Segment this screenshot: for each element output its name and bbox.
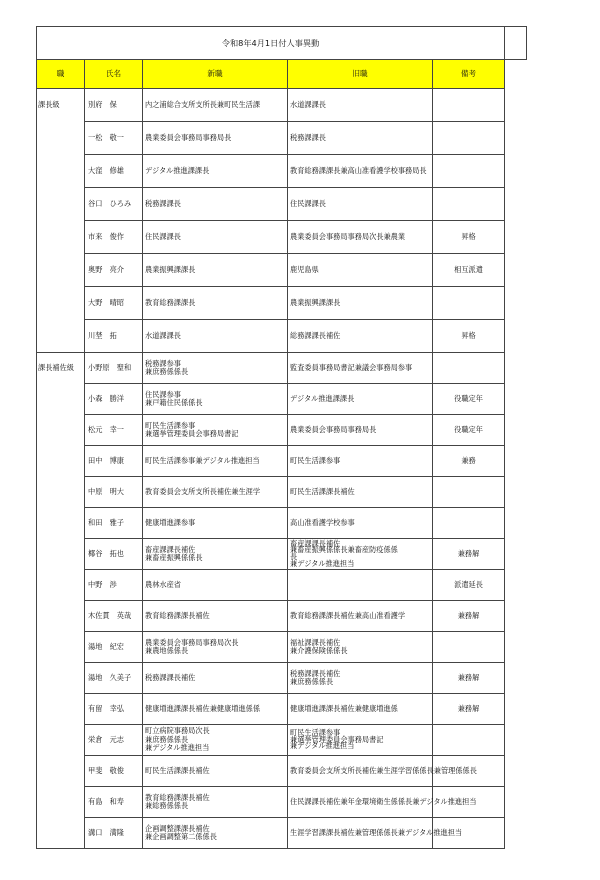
- new-post-line: 兼畜産振興係係長: [145, 553, 203, 562]
- note-cell: [433, 122, 505, 155]
- old-post-line: 高山准看護学校参事: [290, 517, 355, 527]
- old-post-line: 兼介護保険係係長: [290, 646, 348, 655]
- name-cell: 小野原 聖和: [85, 353, 143, 384]
- grade-cell: [37, 632, 85, 663]
- note-cell: 役職定年: [433, 384, 505, 415]
- table-row: [37, 570, 527, 601]
- new-post-line: 農業振興課課長: [145, 264, 196, 274]
- name-cell: 中原 明大: [85, 477, 143, 508]
- new-post-cell: [143, 477, 288, 508]
- spacer-cell: [505, 384, 527, 415]
- old-post-line: 農業振興課課長: [290, 297, 341, 307]
- new-post-line: 教育総務課課長: [145, 297, 196, 307]
- new-post-line: 税務課課長: [145, 198, 181, 208]
- grade-cell: [37, 477, 85, 508]
- new-post-line: 税務課課長補佐: [145, 672, 196, 682]
- name-cell: 中野 渉: [85, 570, 143, 601]
- table-row: [37, 477, 527, 508]
- old-post-cell: [288, 188, 433, 221]
- spacer-cell: [505, 663, 527, 694]
- spacer-cell: [505, 694, 527, 725]
- spacer-cell: [505, 818, 527, 849]
- grade-cell: [37, 221, 85, 254]
- old-post-line: 水道課課長: [290, 99, 326, 109]
- grade-cell: [37, 320, 85, 353]
- new-post-cell: [143, 155, 288, 188]
- new-post-line: 住民課課長: [145, 231, 181, 241]
- table-row: [37, 221, 527, 254]
- personnel-sheet: [36, 26, 526, 849]
- grade-cell: 課長級: [37, 89, 85, 122]
- table-row: [37, 818, 527, 849]
- name-cell: 木佐貫 英哉: [85, 601, 143, 632]
- table-row: [37, 694, 527, 725]
- name-cell: 松元 幸一: [85, 415, 143, 446]
- old-post-line: 町民生活課参事: [290, 455, 341, 465]
- new-post-line: 町民生活課課長補佐: [145, 765, 210, 775]
- title-row: [37, 27, 527, 60]
- note-cell: 相互派遣: [433, 254, 505, 287]
- new-post-line: 住民課参事: [145, 389, 181, 399]
- note-cell: 兼務: [433, 446, 505, 477]
- grade-cell: [37, 663, 85, 694]
- new-post-cell: [143, 446, 288, 477]
- old-post-cell: [288, 384, 433, 415]
- grade-cell: [37, 254, 85, 287]
- new-post-line: 企画調整課課長補佐: [145, 823, 210, 833]
- note-cell: [433, 725, 505, 756]
- name-cell: 椰谷 拓也: [85, 539, 143, 570]
- old-post-line: 教育委員会支所支所長補佐兼生涯学習係係長兼管理係係長: [290, 765, 477, 775]
- note-cell: 昇格: [433, 221, 505, 254]
- name-cell: 溝口 満隆: [85, 818, 143, 849]
- old-post-line: 町民生活課課長補佐: [290, 486, 355, 496]
- table-row: [37, 756, 527, 787]
- new-post-cell: [143, 632, 288, 663]
- grade-cell: [37, 155, 85, 188]
- old-post-cell: [288, 818, 463, 849]
- new-post-line: 健康増進課参事: [145, 517, 196, 527]
- new-post-line: 兼庶務係係長: [145, 734, 189, 744]
- old-post-cell: [288, 632, 433, 663]
- old-post-cell: [288, 694, 433, 725]
- old-post-line: 監査委員事務局書記兼議会事務局参事: [290, 362, 413, 372]
- old-post-line: 教育総務課課長補佐兼高山准看護学: [290, 610, 406, 620]
- note-cell: 派遣延長: [433, 570, 505, 601]
- old-post-line: 総務課課長補佐: [290, 330, 341, 340]
- note-cell: 兼務解: [433, 694, 505, 725]
- spacer-cell: [505, 632, 527, 663]
- old-post-line: 農業委員会事務局事務局次長兼農業: [290, 231, 406, 241]
- new-post-line: 税務課参事: [145, 358, 181, 368]
- table-row: [37, 384, 527, 415]
- new-post-line: 農業委員会事務局事務局長: [145, 132, 232, 142]
- note-cell: 兼務解: [433, 601, 505, 632]
- name-cell: 有島 和寿: [85, 787, 143, 818]
- table-row: [37, 122, 527, 155]
- old-post-line: 鹿児島県: [290, 264, 319, 274]
- note-cell: [433, 508, 505, 539]
- table-row: [37, 188, 527, 221]
- old-post-cell: [288, 446, 433, 477]
- old-post-line: 兼畜産振興係係長兼畜産防疫係係: [290, 545, 398, 555]
- new-post-cell: [143, 601, 288, 632]
- spacer-cell: [505, 570, 527, 601]
- new-post-line: 兼デジタル推進担当: [145, 743, 210, 753]
- table-row: [37, 155, 527, 188]
- spacer-cell: [505, 415, 527, 446]
- old-post-line: 生涯学習課課長補佐兼管理係係長兼デジタル推進担当: [290, 827, 463, 837]
- new-post-cell: [143, 725, 288, 756]
- old-post-cell: [288, 477, 433, 508]
- new-post-cell: [143, 508, 288, 539]
- new-post-line: 兼選挙管理委員会事務局書記: [145, 429, 239, 438]
- spacer-cell: [505, 756, 527, 787]
- old-post-cell: [288, 221, 433, 254]
- name-cell: 一松 敬一: [85, 122, 143, 155]
- spacer-cell: [505, 601, 527, 632]
- name-cell: 和田 雅子: [85, 508, 143, 539]
- old-post-line: 税務課課長: [290, 132, 326, 142]
- new-post-cell: [143, 89, 288, 122]
- table-row: [37, 415, 527, 446]
- note-cell: [433, 287, 505, 320]
- spacer-cell: [505, 122, 527, 155]
- note-cell: 昇格: [433, 320, 505, 353]
- grade-cell: [37, 508, 85, 539]
- old-post-cell: [288, 415, 433, 446]
- new-post-line: デジタル推進課課長: [145, 165, 210, 175]
- spacer-cell: [505, 353, 527, 384]
- old-post-cell: [288, 725, 433, 756]
- old-post-line: 税務課課長補佐: [290, 668, 341, 678]
- note-cell: [433, 188, 505, 221]
- new-post-cell: [143, 221, 288, 254]
- spacer-cell: [505, 254, 527, 287]
- grade-cell: [37, 818, 85, 849]
- name-cell: 谷口 ひろみ: [85, 188, 143, 221]
- table-row: [37, 89, 527, 122]
- new-post-line: 兼総務係係長: [145, 801, 189, 810]
- old-post-cell: [288, 122, 433, 155]
- note-cell: [433, 477, 505, 508]
- sheet-title: 令和8年4月1日付人事異動: [37, 27, 505, 60]
- spacer-cell: [505, 787, 527, 818]
- new-post-cell: [143, 287, 288, 320]
- name-cell: 有留 幸弘: [85, 694, 143, 725]
- note-cell: 兼務解: [433, 663, 505, 694]
- name-cell: 川埜 拓: [85, 320, 143, 353]
- table-row: [37, 508, 527, 539]
- name-cell: 栄倉 元志: [85, 725, 143, 756]
- spacer-cell: [505, 320, 527, 353]
- new-post-cell: [143, 539, 288, 570]
- spacer-cell: [505, 508, 527, 539]
- new-post-cell: [143, 188, 288, 221]
- old-post-line: デジタル推進課課長: [290, 393, 355, 403]
- old-post-line: 長: [290, 552, 298, 561]
- table-row: [37, 601, 527, 632]
- grade-cell: [37, 694, 85, 725]
- new-post-cell: [143, 818, 288, 849]
- grade-cell: [37, 188, 85, 221]
- new-post-cell: [143, 663, 288, 694]
- table-row: [37, 632, 527, 663]
- spacer-cell: [505, 221, 527, 254]
- note-cell: [433, 155, 505, 188]
- table-row: [37, 287, 527, 320]
- grade-cell: [37, 415, 85, 446]
- old-post-cell: [288, 155, 433, 188]
- spacer-cell: [505, 188, 527, 221]
- old-post-line: 兼デジタル推進担当: [290, 741, 355, 751]
- table-row: [37, 663, 527, 694]
- new-post-line: 畜産課課長補佐: [145, 544, 196, 554]
- table-row: [37, 787, 527, 818]
- personnel-table: [36, 26, 527, 849]
- old-post-line: 兼デジタル推進担当: [290, 558, 355, 568]
- header-spacer-cell: [505, 60, 527, 89]
- new-post-cell: [143, 353, 288, 384]
- note-cell: [433, 89, 505, 122]
- table-row: [37, 254, 527, 287]
- header-old: 旧職: [288, 60, 433, 89]
- spacer-cell: [505, 539, 527, 570]
- name-cell: 小森 勝洋: [85, 384, 143, 415]
- old-post-line: 健康増進課課長補佐兼健康増進係: [290, 703, 398, 713]
- grade-cell: [37, 787, 85, 818]
- new-post-line: 兼農地係係長: [145, 646, 189, 655]
- grade-cell: [37, 122, 85, 155]
- spacer-cell: [505, 287, 527, 320]
- grade-cell: [37, 725, 85, 756]
- header-row: [37, 60, 527, 89]
- old-post-cell: [288, 89, 433, 122]
- name-cell: 大野 晴昭: [85, 287, 143, 320]
- new-post-line: 兼戸籍住民係係長: [145, 398, 203, 407]
- new-post-line: 教育総務課課長補佐: [145, 610, 210, 620]
- new-post-line: 町立病院事務局次長: [145, 726, 210, 736]
- name-cell: 奥野 亮介: [85, 254, 143, 287]
- header-grade: 職: [37, 60, 85, 89]
- new-post-cell: [143, 415, 288, 446]
- name-cell: 甲斐 敬俊: [85, 756, 143, 787]
- old-post-line: 町民生活課参事: [290, 728, 341, 738]
- new-post-cell: [143, 320, 288, 353]
- old-post-cell: [288, 254, 433, 287]
- old-post-line: 兼選挙管理委員会事務局書記: [290, 734, 384, 744]
- new-post-cell: [143, 122, 288, 155]
- note-cell: [433, 632, 505, 663]
- header-note: 備考: [433, 60, 505, 89]
- new-post-line: 内之浦総合支所支所長兼町民生活課: [145, 99, 261, 109]
- spacer-cell: [505, 477, 527, 508]
- old-post-cell: [288, 601, 433, 632]
- name-cell: 別府 保: [85, 89, 143, 122]
- new-post-line: 兼庶務係係長: [145, 367, 189, 376]
- name-cell: 湯地 紀宏: [85, 632, 143, 663]
- grade-cell: [37, 601, 85, 632]
- grade-cell: 課長補佐級: [37, 353, 85, 384]
- new-post-cell: [143, 254, 288, 287]
- new-post-line: 教育委員会支所支所長補佐兼生涯学: [145, 486, 261, 496]
- name-cell: 大窪 修雄: [85, 155, 143, 188]
- old-post-cell: [288, 287, 433, 320]
- table-row: [37, 539, 527, 570]
- header-new: 新職: [143, 60, 288, 89]
- old-post-cell: [288, 663, 433, 694]
- new-post-line: 農業委員会事務局事務局次長: [145, 637, 239, 647]
- note-cell: 兼務解: [433, 539, 505, 570]
- table-row: [37, 320, 527, 353]
- title-spacer-cell: [505, 27, 527, 60]
- new-post-line: 教育総務課課長補佐: [145, 792, 210, 802]
- old-post-cell: [288, 320, 433, 353]
- old-post-line: 兼庶務係係長: [290, 677, 334, 686]
- old-post-line: 畜産課課長補佐: [290, 538, 341, 548]
- header-name: 氏名: [85, 60, 143, 89]
- new-post-line: 兼企画調整第二係係長: [145, 832, 217, 841]
- old-post-cell: [288, 570, 433, 601]
- new-post-line: 農林水産省: [145, 579, 181, 589]
- old-post-cell: [288, 508, 433, 539]
- old-post-line: 住民課課長補佐兼年金環境衛生係係長兼デジタル推進担当: [290, 796, 477, 806]
- table-row: [37, 446, 527, 477]
- note-cell: [433, 353, 505, 384]
- old-post-cell: [288, 787, 477, 818]
- grade-cell: [37, 570, 85, 601]
- new-post-line: 水道課課長: [145, 330, 181, 340]
- old-post-cell: [288, 353, 433, 384]
- spacer-cell: [505, 725, 527, 756]
- grade-cell: [37, 756, 85, 787]
- name-cell: 湯地 久美子: [85, 663, 143, 694]
- old-post-cell: [288, 539, 433, 570]
- table-row: [37, 353, 527, 384]
- new-post-cell: [143, 787, 288, 818]
- new-post-line: 町民生活課参事: [145, 420, 196, 430]
- spacer-cell: [505, 155, 527, 188]
- grade-cell: [37, 446, 85, 477]
- spacer-cell: [505, 446, 527, 477]
- grade-cell: [37, 287, 85, 320]
- new-post-cell: [143, 384, 288, 415]
- new-post-cell: [143, 570, 288, 601]
- new-post-cell: [143, 694, 288, 725]
- grade-cell: [37, 384, 85, 415]
- old-post-cell: [288, 756, 477, 787]
- new-post-line: 町民生活課参事兼デジタル推進担当: [145, 455, 260, 465]
- name-cell: 市来 俊作: [85, 221, 143, 254]
- note-cell: 役職定年: [433, 415, 505, 446]
- table-row: [37, 725, 527, 756]
- new-post-line: 健康増進課課長補佐兼健康増進係係: [145, 703, 261, 713]
- new-post-cell: [143, 756, 288, 787]
- grade-cell: [37, 539, 85, 570]
- old-post-line: 農業委員会事務局事務局長: [290, 424, 377, 434]
- old-post-line: 教育総務課課長兼高山准看護学校事務局長: [290, 165, 427, 175]
- old-post-line: 住民課課長: [290, 198, 326, 208]
- spacer-cell: [505, 89, 527, 122]
- name-cell: 田中 博康: [85, 446, 143, 477]
- old-post-line: 福祉課課長補佐: [290, 637, 341, 647]
